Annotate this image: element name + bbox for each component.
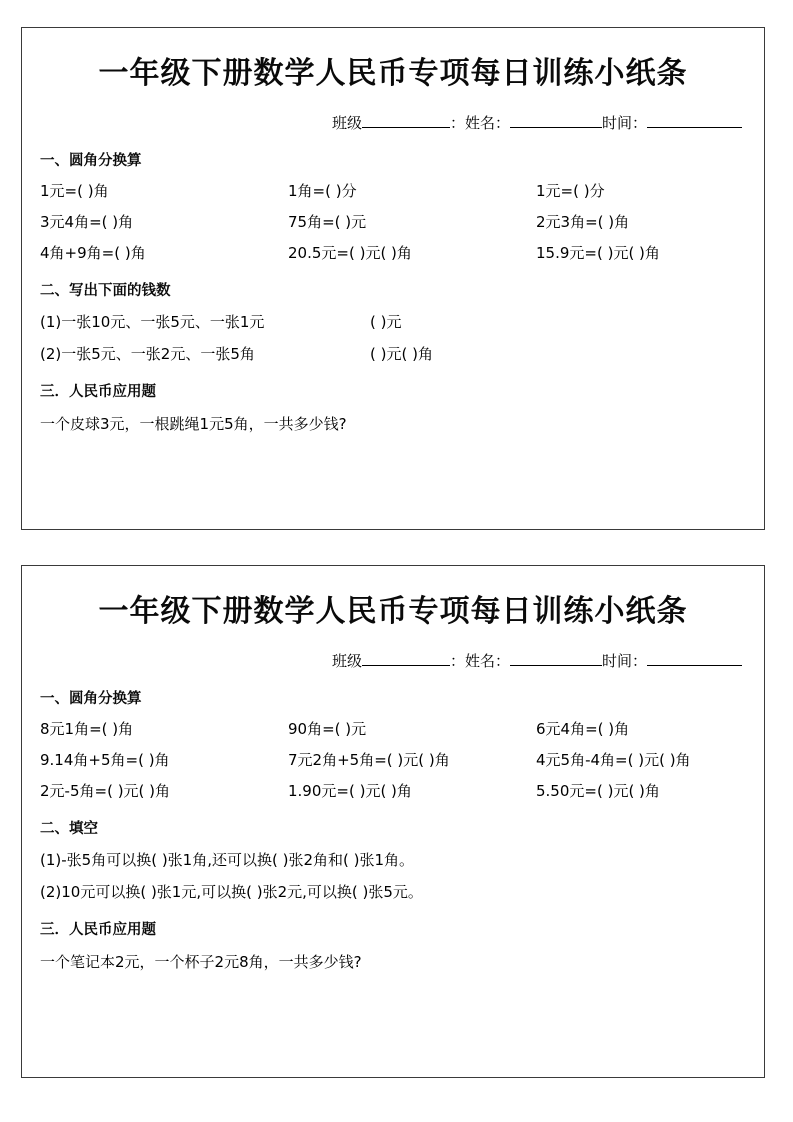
problem-cell[interactable]: 1.90元=( )元( )角 xyxy=(288,782,412,800)
problem-cell[interactable]: 90角=( )元 xyxy=(288,720,367,738)
problem-cell[interactable]: 7元2角+5角=( )元( )角 xyxy=(288,751,450,769)
worksheet-card-2 xyxy=(21,565,765,1078)
problem-cell[interactable]: 20.5元=( )元( )角 xyxy=(288,244,412,262)
section-2-heading-2: 二、填空 xyxy=(40,820,98,837)
date-label-1: 时间： xyxy=(601,114,647,132)
student-info-row-1 xyxy=(40,112,746,133)
name-label-1: 姓名： xyxy=(464,114,510,132)
worksheet-1-content xyxy=(22,48,764,549)
problem-row xyxy=(40,180,746,201)
class-label-2: 班级 xyxy=(331,652,362,670)
name-blank-1[interactable] xyxy=(510,127,602,128)
class-label-1: 班级 xyxy=(331,114,362,132)
class-blank-1[interactable] xyxy=(362,127,450,128)
student-info-row-2 xyxy=(40,650,746,671)
question-text: (1)一张10元、一张5元、一张1元 xyxy=(40,313,265,331)
class-blank-2[interactable] xyxy=(362,665,450,666)
class-colon-2: ： xyxy=(449,652,465,670)
problem-cell[interactable]: 15.9元=( )元( )角 xyxy=(536,244,660,262)
section-1-heading-1: 一、圆角分换算 xyxy=(40,152,142,169)
problem-cell[interactable]: 1角=( )分 xyxy=(288,182,357,200)
problem-cell[interactable]: 2元3角=( )角 xyxy=(536,213,630,231)
problem-cell[interactable]: 4元5角-4角=( )元( )角 xyxy=(536,751,691,769)
section-1-heading-2: 一、圆角分换算 xyxy=(40,690,142,707)
problem-cell[interactable]: 2元-5角=( )元( )角 xyxy=(40,782,171,800)
class-colon-1: ： xyxy=(449,114,465,132)
worksheet-card-1 xyxy=(21,27,765,530)
date-blank-2[interactable] xyxy=(647,665,742,666)
question-text: (2)一张5元、一张2元、一张5角 xyxy=(40,345,255,363)
answer-blank[interactable]: ( )元 xyxy=(370,313,402,331)
problem-cell[interactable]: 75角=( )元 xyxy=(288,213,367,231)
list-item xyxy=(40,311,746,332)
name-label-2: 姓名： xyxy=(464,652,510,670)
problem-cell[interactable]: 3元4角=( )角 xyxy=(40,213,134,231)
section-3-heading-2: 三．人民币应用题 xyxy=(40,921,156,938)
problem-cell[interactable]: 8元1角=( )角 xyxy=(40,720,134,738)
problem-row xyxy=(40,749,746,770)
problem-row xyxy=(40,211,746,232)
problem-cell[interactable]: 9.14角+5角=( )角 xyxy=(40,751,170,769)
problem-row xyxy=(40,780,746,801)
answer-blank[interactable]: ( )元( )角 xyxy=(370,345,433,363)
problem-cell[interactable]: 6元4角=( )角 xyxy=(536,720,630,738)
problem-cell[interactable]: 5.50元=( )元( )角 xyxy=(536,782,660,800)
date-blank-1[interactable] xyxy=(647,127,742,128)
date-label-2: 时间： xyxy=(601,652,647,670)
problem-cell[interactable]: 1元=( )分 xyxy=(536,182,605,200)
section-3-heading-1: 三．人民币应用题 xyxy=(40,383,156,400)
problem-row xyxy=(40,718,746,739)
section-2-heading-1: 二、写出下面的钱数 xyxy=(40,282,171,299)
worksheet-2-content xyxy=(22,586,764,1097)
name-blank-2[interactable] xyxy=(510,665,602,666)
problem-row xyxy=(40,242,746,263)
fill-in-blank-line[interactable]: (1)-张5角可以换( )张1角,还可以换( )张2角和( )张1角。 xyxy=(40,851,415,869)
word-problem-2: 一个笔记本2元，一个杯子2元8角，一共多少钱? xyxy=(40,953,362,971)
fill-in-blank-line[interactable]: (2)10元可以换( )张1元,可以换( )张2元,可以换( )张5元。 xyxy=(40,883,423,901)
problem-cell[interactable]: 4角+9角=( )角 xyxy=(40,244,146,262)
word-problem-1: 一个皮球3元，一根跳绳1元5角，一共多少钱? xyxy=(40,415,347,433)
list-item xyxy=(40,343,746,364)
page-title-2: 一年级下册数学人民币专项每日训练小纸条 xyxy=(98,594,688,629)
problem-cell[interactable]: 1元=( )角 xyxy=(40,182,109,200)
page-title-1: 一年级下册数学人民币专项每日训练小纸条 xyxy=(98,56,688,91)
